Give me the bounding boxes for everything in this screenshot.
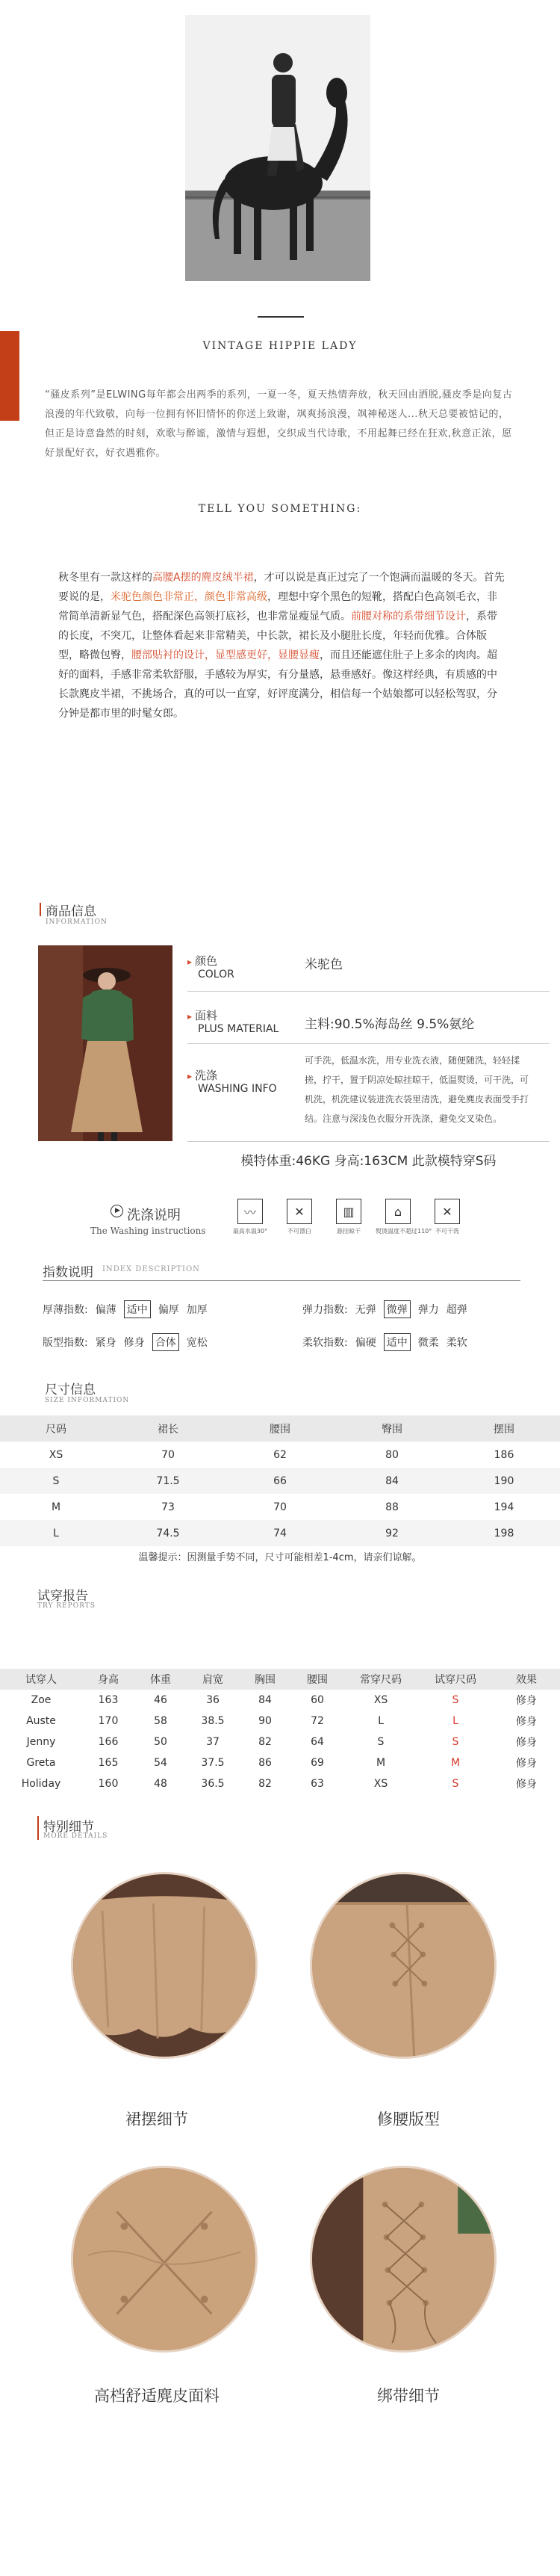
table-cell: 效果 [516, 1674, 537, 1686]
index-option: 宽松 [186, 1337, 208, 1349]
table-cell: 90 [258, 1715, 272, 1727]
table-cell: 肩宽 [202, 1674, 223, 1686]
table-cell: 54 [154, 1757, 167, 1769]
table-cell: 37 [206, 1736, 220, 1748]
table-cell: 62 [273, 1448, 287, 1461]
table-cell: 82 [258, 1736, 272, 1748]
story-highlight: 前腰对称的系带细节设计 [351, 611, 466, 623]
wash-instruction-label: 不可干洗 [435, 1228, 459, 1235]
table-cell: 60 [311, 1694, 324, 1706]
table-row [0, 1732, 560, 1752]
suede-fabric-illustration [73, 2168, 255, 2350]
index-label: 版型指数: [43, 1337, 88, 1349]
story-text: ，而且还能遮住肚子上多余的肉肉。超好的面料，手感非常柔软舒服，手感较为厚实，有分量感，悬垂感好。像这样经典，有质感的中长款麂皮半裙，不挑场合，真的可以一直穿，好评度满分，相信每一个姑娘都可以轻松驾驭，分分钟是都市里的时髦女郎。 [58, 649, 497, 720]
table-cell: 194 [494, 1501, 514, 1513]
section-marker [40, 903, 41, 916]
table-row [0, 1468, 560, 1494]
wash-label-en: WASHING INFO [198, 1083, 277, 1095]
softness-index [302, 1333, 475, 1351]
hang-dry-icon: ▥ [336, 1199, 361, 1224]
index-option: 弹力 [417, 1304, 439, 1316]
material-label [187, 1007, 218, 1023]
story-title: TELL YOU SOMETHING: [198, 503, 362, 515]
table-cell: 修身 [516, 1716, 537, 1728]
material-value: 主料:90.5%海岛丝 9.5%氨纶 [305, 1017, 475, 1032]
hem-detail-photo [71, 1872, 258, 2059]
table-cell: 裙长 [158, 1423, 178, 1436]
story-text: ，系带的长度，不突兀，让整体看起来非常精美，中长款，裙长及小腿肚长度，年轻而优雅。合体版型，略微包臀， [58, 611, 497, 661]
wash-instruction [376, 1199, 432, 1235]
wash-instruction-label: 不可漂白 [287, 1228, 311, 1235]
attr-divider [187, 1141, 550, 1142]
table-cell: S [452, 1736, 459, 1748]
details-heading-en: MORE DETAILS [43, 1832, 108, 1840]
index-label: 柔软指数: [302, 1337, 348, 1349]
table-header [0, 1669, 560, 1690]
detail-caption: 高档舒适麂皮面料 [94, 2387, 220, 2405]
table-cell: M [450, 1757, 461, 1769]
arrow-icon: ▸ [187, 1071, 193, 1081]
lace-detail-photo [310, 2166, 497, 2353]
table-cell: 身高 [98, 1674, 119, 1686]
lace-tie-illustration [312, 2168, 494, 2350]
table-cell: 试穿尺码 [435, 1674, 476, 1686]
waist-fabric-illustration [312, 1874, 494, 2057]
table-cell: XS [49, 1448, 63, 1461]
washing-heading: 洗涤说明 [127, 1208, 181, 1223]
intro-paragraph: “骚皮系列”是ELWING每年都会出两季的系列，一夏一冬，夏天热情奔放，秋天回由洒脱,骚皮季是向复古浪漫的年代致敬，向每一位拥有怀旧情怀的你送上致谢，飒爽扬浪漫，飒神秘迷人...秋天总要被惦记的，但正是诗意盎然的时刻，欢歌与醉谧，激情与遐想，交织成当代诗歌，不用起舞已经在狂欢,秋意正浓，愿好景配好衣，好衣遇雅你。 [45, 389, 513, 459]
try-heading: 试穿报告 [37, 1589, 88, 1604]
index-option: 紧身 [95, 1337, 116, 1349]
size-heading: 尺寸信息 [45, 1383, 96, 1397]
no-dryclean-icon: ✕ [435, 1199, 460, 1224]
play-icon: ▶ [111, 1205, 123, 1217]
wash-instruction [277, 1199, 322, 1235]
washing-heading-en: The Washing instructions [90, 1226, 206, 1236]
table-cell: 38.5 [201, 1715, 225, 1727]
table-row [0, 1442, 560, 1468]
table-cell: M [376, 1757, 386, 1769]
table-cell: 50 [154, 1736, 167, 1748]
table-cell: 170 [98, 1715, 119, 1727]
table-cell: XS [373, 1778, 388, 1790]
color-label [187, 953, 218, 969]
wash-instruction-label: 悬挂晾干 [337, 1228, 361, 1235]
table-cell: 74.5 [156, 1527, 180, 1539]
section-marker [37, 1816, 39, 1840]
table-cell: 71.5 [156, 1474, 180, 1487]
table-cell: 46 [154, 1694, 167, 1706]
index-option-selected: 适中 [384, 1333, 411, 1351]
details-heading: 特别细节 [43, 1820, 94, 1835]
table-cell: 165 [98, 1757, 119, 1769]
index-label: 弹力指数: [302, 1304, 348, 1316]
story-text: 秋冬里有一款这样的 [58, 572, 152, 584]
table-cell: 修身 [516, 1779, 537, 1791]
story-paragraph [58, 568, 506, 723]
index-heading-en: INDEX DESCRIPTION [102, 1265, 200, 1273]
table-cell: 48 [154, 1778, 167, 1790]
thickness-index [43, 1300, 215, 1318]
table-row [0, 1711, 560, 1732]
table-cell: 190 [494, 1474, 514, 1487]
table-cell: 36.5 [201, 1778, 225, 1790]
table-cell: S [377, 1736, 385, 1748]
color-value: 米驼色 [305, 957, 343, 972]
table-cell: S [452, 1694, 459, 1706]
table-cell: 常穿尺码 [360, 1674, 402, 1686]
table-row [0, 1752, 560, 1773]
size-table [0, 1415, 560, 1546]
color-label-text: 颜色 [195, 954, 218, 968]
model-info: 模特体重:46KG 身高:163CM 此款模特穿S码 [240, 1154, 497, 1169]
index-option-selected: 微弹 [384, 1300, 411, 1318]
washing-icons [228, 1199, 470, 1235]
detail-caption: 裙摆细节 [125, 2110, 188, 2128]
wash-instruction [228, 1199, 273, 1235]
story-highlight: 腰部贴衬的设计，显型感更好，显腰显瘦 [131, 649, 320, 661]
fit-index [43, 1333, 215, 1351]
table-cell: XS [373, 1694, 388, 1706]
table-cell: 82 [258, 1778, 272, 1790]
detail-caption: 绑带细节 [377, 2387, 440, 2405]
table-cell: 84 [258, 1694, 272, 1706]
iron-icon: ⌂ [385, 1199, 411, 1224]
wash-instruction-label: 最高水温30° [232, 1228, 268, 1235]
table-cell: 69 [311, 1757, 324, 1769]
material-label-text: 面料 [195, 1009, 218, 1022]
arrow-icon: ▸ [187, 957, 193, 967]
product-heading-en: INFORMATION [46, 918, 108, 926]
table-cell: 166 [98, 1736, 119, 1748]
table-cell: 臀围 [382, 1423, 402, 1436]
table-cell: 186 [494, 1448, 514, 1461]
arrow-icon: ▸ [187, 1011, 193, 1022]
table-cell: 80 [385, 1448, 399, 1461]
table-cell: 36 [206, 1694, 220, 1706]
elasticity-index [302, 1300, 475, 1318]
product-heading: 商品信息 [46, 904, 96, 919]
table-cell: Greta [26, 1757, 56, 1769]
table-cell: L [53, 1527, 59, 1539]
wash-label [187, 1067, 218, 1083]
wash-value: 可手洗，低温水洗，用专业洗衣液，随便随洗，轻轻揉搓，拧干，置于阴凉处晾挂晾干，低温熨烫，可干洗，可机洗，机洗建议装进洗衣袋里清洗，避免麂皮表面受手打结。注意与深浅色衣服分开洗涤，避免交叉染色。 [305, 1055, 529, 1124]
detail-caption: 修腰版型 [377, 2110, 440, 2128]
wash-instruction [425, 1199, 470, 1235]
table-cell: 73 [161, 1501, 175, 1513]
model-photo [38, 945, 172, 1141]
table-cell: 70 [273, 1501, 287, 1513]
hem-fabric-illustration [73, 1874, 255, 2057]
table-cell: 74 [273, 1527, 287, 1539]
table-cell: 163 [98, 1694, 119, 1706]
table-row [0, 1494, 560, 1520]
material-label-en: PLUS MATERIAL [198, 1023, 279, 1035]
wash-instruction-label: 熨烫温度不超过110° [376, 1228, 432, 1235]
index-option: 偏薄 [95, 1304, 116, 1316]
index-option: 偏硬 [355, 1337, 376, 1349]
story-highlight: 高腰A摆的麂皮绒半裙 [152, 572, 254, 584]
try-heading-en: TRY REPORTS [37, 1602, 96, 1610]
attr-divider [187, 1043, 550, 1044]
table-cell: M [51, 1501, 61, 1513]
table-cell: 修身 [516, 1695, 537, 1707]
wash-30-icon: 〰 [237, 1199, 263, 1224]
size-heading-en: SIZE INFORMATION [45, 1397, 130, 1404]
table-cell: 70 [161, 1448, 175, 1461]
index-option: 微柔 [417, 1337, 439, 1349]
story-text: ，理想中穿个黑色的短靴，搭配白色高领毛衣，非常简单清新显气色，搭配深色高领打底衫，也非常显瘦显气质。 [58, 591, 497, 623]
table-cell: 摆围 [494, 1423, 514, 1436]
index-divider [43, 1280, 520, 1281]
table-cell: 160 [98, 1778, 119, 1790]
horse-rider-illustration [185, 15, 370, 281]
table-cell: 84 [385, 1474, 399, 1487]
table-cell: L [452, 1715, 458, 1727]
table-cell: 66 [273, 1474, 287, 1487]
index-option-selected: 适中 [124, 1300, 151, 1318]
table-cell: 尺码 [46, 1423, 66, 1436]
index-option-selected: 合体 [152, 1333, 179, 1351]
table-row [0, 1773, 560, 1794]
story-text: ，才可以说是真正过完了一个饱满而温暖的冬天。首先要说的是， [58, 572, 505, 603]
table-cell: 58 [154, 1715, 167, 1727]
index-option: 加厚 [186, 1304, 208, 1316]
index-option: 柔软 [446, 1337, 467, 1349]
table-cell: 72 [311, 1715, 324, 1727]
index-label: 厚薄指数: [43, 1304, 88, 1316]
size-note: 温馨提示：因测量手势不同，尺寸可能相差1-4cm，请亲们谅解。 [138, 1552, 422, 1563]
no-bleach-icon: ✕ [287, 1199, 312, 1224]
table-cell: S [52, 1474, 60, 1487]
wash-instruction [326, 1199, 371, 1235]
hero-photo [185, 15, 370, 281]
story-highlight: 米驼色颜色非常正，颜色非常高级 [111, 591, 267, 603]
table-cell: 腰围 [307, 1674, 328, 1686]
waist-detail-photo [310, 1872, 497, 2059]
table-cell: 腰围 [270, 1423, 290, 1436]
index-option: 无弹 [355, 1304, 376, 1316]
table-cell: 86 [258, 1757, 272, 1769]
index-option: 超弹 [446, 1304, 467, 1316]
index-heading: 指数说明 [43, 1265, 93, 1280]
hero-divider [258, 316, 304, 318]
table-cell: 198 [494, 1527, 514, 1539]
table-cell: 92 [385, 1527, 399, 1539]
table-cell: Jenny [26, 1736, 56, 1748]
index-option: 修身 [123, 1337, 145, 1349]
table-cell: 88 [385, 1501, 399, 1513]
hero-title: VINTAGE HIPPIE LADY [202, 340, 358, 352]
table-cell: 37.5 [201, 1757, 225, 1769]
table-cell: 修身 [516, 1758, 537, 1770]
table-cell: 63 [311, 1778, 324, 1790]
wash-label-text: 洗涤 [195, 1069, 218, 1082]
table-cell: S [452, 1778, 459, 1790]
table-cell: 体重 [150, 1674, 171, 1686]
table-cell: 修身 [516, 1737, 537, 1749]
table-cell: Holiday [21, 1778, 61, 1790]
table-cell: 64 [311, 1736, 324, 1748]
table-cell: L [378, 1715, 384, 1727]
table-header [0, 1415, 560, 1442]
fabric-detail-photo [71, 2166, 258, 2353]
try-table [0, 1669, 560, 1794]
color-label-en: COLOR [198, 969, 234, 980]
index-option: 偏厚 [158, 1304, 179, 1316]
table-cell: 胸围 [255, 1674, 276, 1686]
table-cell: Zoe [31, 1694, 52, 1706]
table-row [0, 1690, 560, 1711]
table-cell: 试穿人 [25, 1674, 57, 1686]
table-cell: Auste [26, 1715, 56, 1727]
attr-divider [187, 991, 550, 992]
table-row [0, 1520, 560, 1546]
model-illustration [38, 945, 172, 1141]
